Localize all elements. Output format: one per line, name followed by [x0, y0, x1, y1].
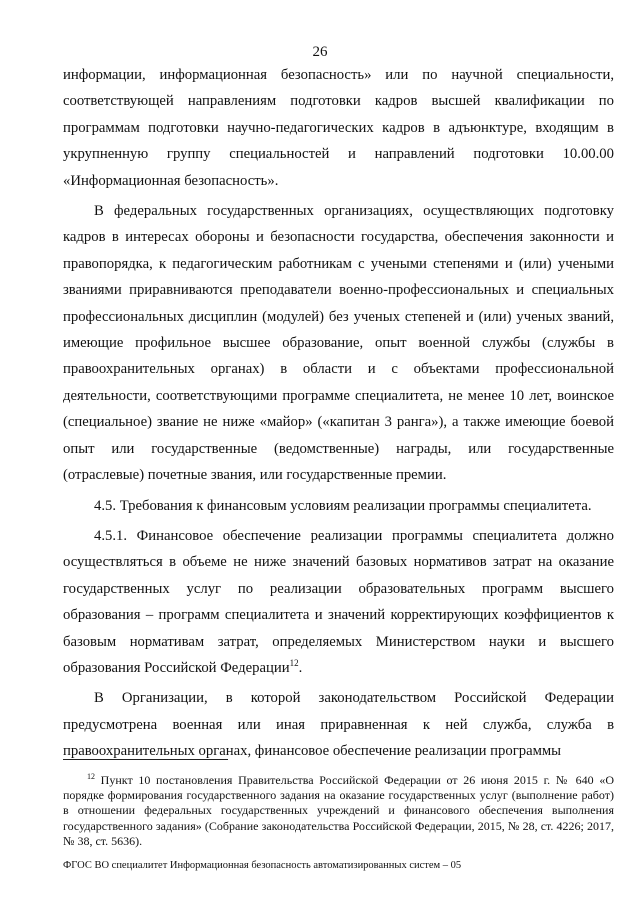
paragraph-military-service: В Организации, в которой законодательством Российской Федерации предусмотрена военная или иная приравненная к ней служба, служба в правоохранительных органах, финансовое обеспечение реализации программы: [63, 690, 614, 760]
footnote-paragraph: [63, 773, 614, 849]
page-number: 26: [312, 44, 328, 60]
paragraph-4-5-1: [63, 523, 614, 681]
paragraph-qualification: информации, информационная безопасность» или по научной специальности, соответствующей направлениям подготовки кадров высшей квалификации по программам подготовки научно-педагогических кадров в адъюнктуре, входящим в укрупненную группу специальностей и направлений подготовки 10.00.00 «Информационная безопасность».: [63, 67, 614, 189]
document-body: [63, 62, 614, 765]
section-heading-4-5: 4.5. Требования к финансовым условиям реализации программы специалитета.: [94, 497, 592, 514]
footnote-separator: [63, 759, 228, 760]
paragraph-4-5-1-end: .: [298, 659, 303, 676]
paragraph-federal-organizations: В федеральных государственных организациях, осуществляющих подготовку кадров в интересах обороны и безопасности государства, обеспечения законности и правопорядка, к педагогическим работникам с учеными степенями и (или) учеными званиями приравниваются преподаватели военно-профессиональных и специальных профессиональных дисциплин (модулей) без ученых степеней и (или) ученых званий, имеющие профильное высшее образование, опыт военной службы (службы в правоохранительных органах) в области и с объектами профессиональной деятельности, соответствующими программе специалитета, не менее 10 лет, воинское (специальное) звание не ниже «майор» («капитан 3 ранга»), а также имеющие боевой опыт или государственные (ведомственные) награды, или государственные (отраслевые) почетные звания, или государственные премии.: [63, 203, 614, 484]
footnote-text: Пункт 10 постановления Правительства Российской Федерации от 26 июня 2015 г. № 640 «О порядке формирования государственного задания на оказание государственных услуг (выполнение работ) в отношении федеральных государственных учреждений и финансового обеспечения выполнения государственного задания» (Собрание законодательства Российской Федерации, 2015, № 28, ст. 4226; 2017, № 38, ст. 5636).: [63, 773, 614, 848]
footnote-reference: 12: [289, 657, 299, 668]
footnote-marker: 12: [87, 772, 95, 781]
footnote: [63, 773, 614, 849]
paragraph-4-5-1-text: 4.5.1. Финансовое обеспечение реализации программы специалитета должно осуществляться в объеме не ниже значений базовых нормативов затрат на оказание государственных услуг по реализации образовательных программ высшего образования – программ специалитета и значений корректирующих коэффициентов к базовым нормативам затрат, определяемых Министерством науки и высшего образования Российской Федерации: [63, 527, 614, 676]
page-footer: ФГОС ВО специалитет Информационная безопасность автоматизированных систем – 05: [63, 860, 462, 871]
